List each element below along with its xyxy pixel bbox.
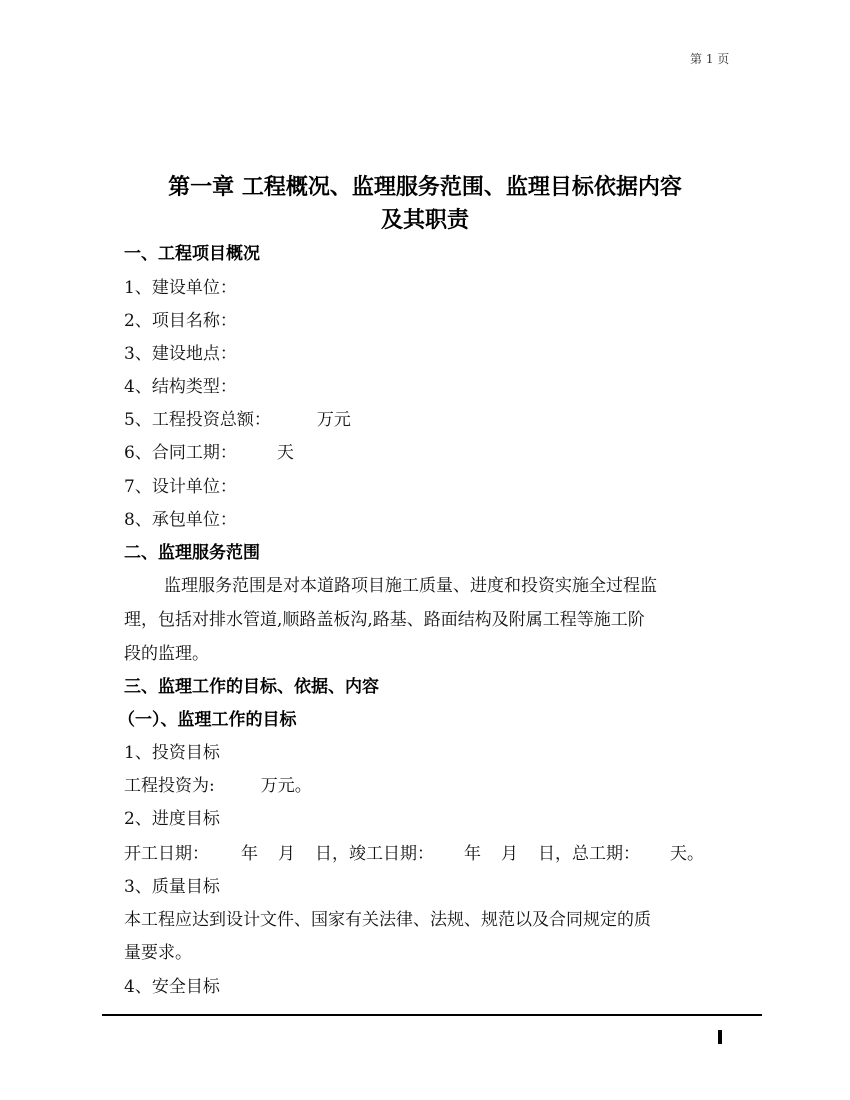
quality-line2: 量要求。	[124, 943, 192, 963]
scope-para-line3: 段的监理。	[124, 644, 209, 664]
investment-total-unit: 万元	[316, 410, 351, 430]
total-period-unit: 天。	[670, 844, 704, 864]
end-date-label: 竣工日期：	[349, 844, 434, 864]
section2-heading: 二、监理服务范围	[124, 543, 260, 563]
start-year: 年	[241, 844, 258, 864]
scope-para-line1: 监理服务范围是对本道路项目施工质量、进度和投资实施全过程监	[164, 576, 657, 596]
item-project-name: 2、项目名称：	[124, 311, 237, 331]
footer-divider	[102, 1014, 762, 1016]
section3-heading: 三、监理工作的目标、依据、内容	[124, 677, 379, 697]
goal-safety: 4、安全目标	[124, 977, 220, 997]
goal-schedule: 2、进度目标	[124, 809, 220, 829]
item-contractor: 8、承包单位：	[124, 510, 237, 530]
goal-investment: 1、投资目标	[124, 743, 220, 763]
total-period-label: 总工期：	[572, 844, 640, 864]
start-month: 月	[278, 844, 295, 864]
contract-period-unit: 天	[276, 443, 294, 463]
page-number: 第 1 页	[690, 52, 730, 66]
item-construction-site: 3、建设地点：	[124, 344, 237, 364]
start-day: 日，	[315, 844, 349, 864]
end-day: 日，	[538, 844, 572, 864]
start-date-label: 开工日期：	[124, 844, 209, 864]
contract-period-label: 6、合同工期：	[124, 443, 237, 463]
goal-quality: 3、质量目标	[124, 877, 220, 897]
end-month: 月	[501, 844, 518, 864]
investment-unit: 万元。	[260, 776, 312, 796]
item-structure-type: 4、结构类型：	[124, 377, 237, 397]
end-year: 年	[464, 844, 481, 864]
item-investment-total	[124, 408, 744, 432]
chapter-title-line1: 第一章 工程概况、监理服务范围、监理目标依据内容	[168, 175, 682, 200]
investment-line	[124, 774, 744, 798]
item-construction-unit: 1、建设单位：	[124, 278, 237, 298]
scope-para-line2: 理，包括对排水管道,顺路盖板沟,路基、路面结构及附属工程等施工阶	[124, 610, 645, 630]
schedule-line	[124, 842, 734, 866]
item-design-unit: 7、设计单位：	[124, 477, 237, 497]
investment-label: 工程投资为:	[124, 776, 215, 796]
chapter-title-line2: 及其职责	[380, 208, 469, 233]
section1-heading: 一、工程项目概况	[124, 244, 260, 264]
investment-total-label: 5、工程投资总额：	[124, 410, 271, 430]
item-contract-period	[124, 441, 744, 465]
section3-sub1: （一）、监理工作的目标	[118, 710, 297, 730]
footer-mark	[718, 1030, 722, 1044]
quality-line1: 本工程应达到设计文件、国家有关法律、法规、规范以及合同规定的质	[124, 910, 651, 930]
